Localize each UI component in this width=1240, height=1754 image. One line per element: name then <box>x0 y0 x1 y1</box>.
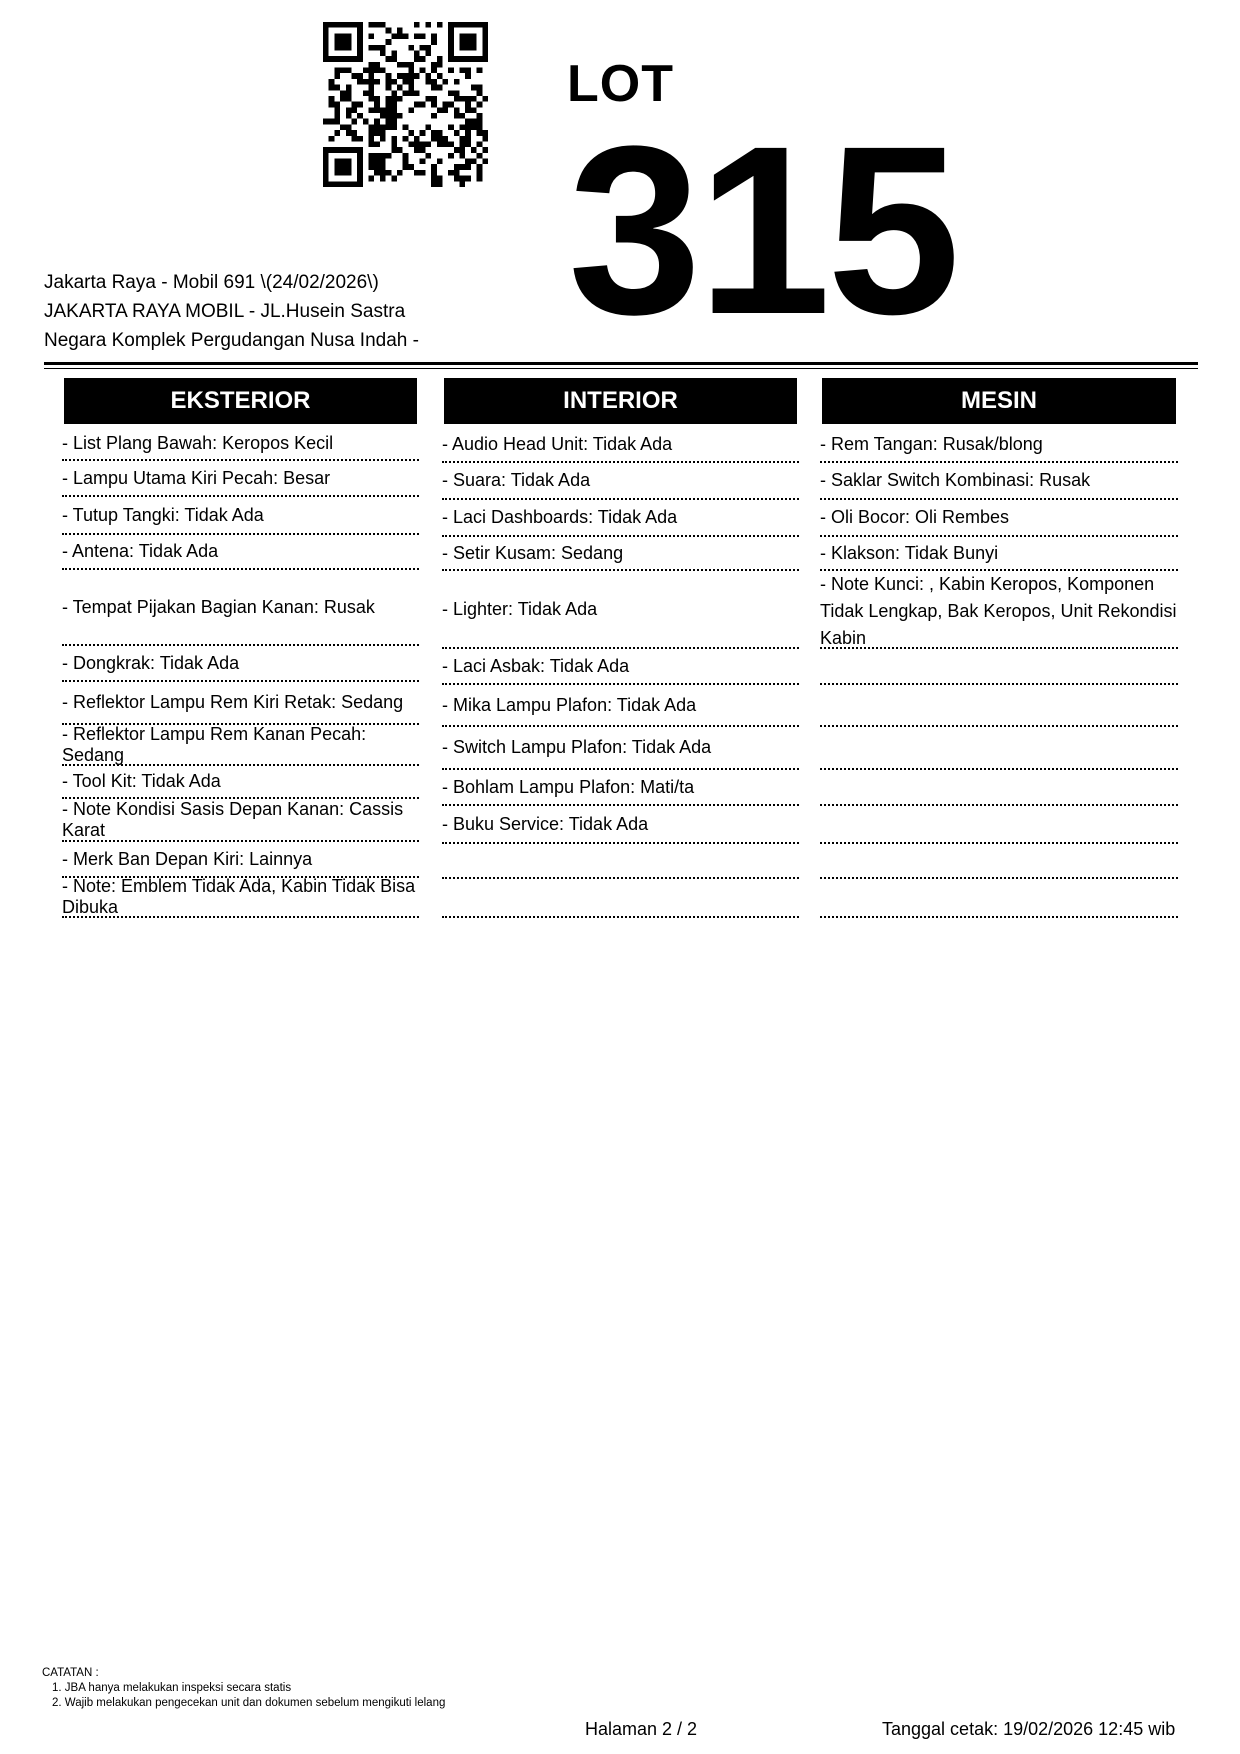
list-item: - Bohlam Lampu Plafon: Mati/ta <box>442 770 799 806</box>
list-item: - Saklar Switch Kombinasi: Rusak <box>820 463 1178 500</box>
auction-info <box>44 268 419 355</box>
list-item <box>820 844 1178 879</box>
list-item <box>442 879 799 918</box>
list-item <box>820 879 1178 918</box>
lot-number: 315 <box>568 96 957 364</box>
list-item: - Merk Ban Depan Kiri: Lainnya <box>62 842 419 878</box>
list-item <box>820 727 1178 770</box>
list-item: - Note: Emblem Tidak Ada, Kabin Tidak Bisa Dibuka <box>62 878 419 918</box>
mesin-header: MESIN <box>822 378 1176 424</box>
list-item: - Suara: Tidak Ada <box>442 463 799 500</box>
header-divider <box>44 362 1198 365</box>
list-item: - List Plang Bawah: Keropos Kecil <box>62 428 419 461</box>
auction-address-line1: JAKARTA RAYA MOBIL - JL.Husein Sastra <box>44 301 406 322</box>
auction-title: Jakarta Raya - Mobil 691 \(24/02/2026\) <box>44 272 379 293</box>
lot-label: LOT <box>567 55 674 113</box>
list-item: - Tutup Tangki: Tidak Ada <box>62 497 419 535</box>
interior-header: INTERIOR <box>444 378 797 424</box>
list-item <box>820 770 1178 806</box>
list-item: - Setir Kusam: Sedang <box>442 537 799 571</box>
list-item: - Note Kondisi Sasis Depan Kanan: Cassis Karat <box>62 799 419 842</box>
list-item: - Klakson: Tidak Bunyi <box>820 537 1178 571</box>
list-item: - Tool Kit: Tidak Ada <box>62 766 419 799</box>
list-item: - Reflektor Lampu Rem Kiri Retak: Sedang <box>62 682 419 725</box>
list-item <box>820 685 1178 727</box>
notes-section <box>42 1666 445 1711</box>
list-item: - Laci Asbak: Tidak Ada <box>442 649 799 685</box>
eksterior-header: EKSTERIOR <box>64 378 417 424</box>
list-item <box>442 844 799 879</box>
qr-code <box>323 22 488 187</box>
note-item: 1. JBA hanya melakukan inspeksi secara statis <box>52 1682 292 1694</box>
list-item: - Mika Lampu Plafon: Tidak Ada <box>442 685 799 727</box>
list-item: - Tempat Pijakan Bagian Kanan: Rusak <box>62 570 419 646</box>
auction-address-line2: Negara Komplek Pergudangan Nusa Indah - <box>44 330 419 351</box>
print-date: Tanggal cetak: 19/02/2026 12:45 wib <box>882 1719 1176 1739</box>
list-item: - Reflektor Lampu Rem Kanan Pecah: Sedang <box>62 725 419 766</box>
list-item <box>820 806 1178 844</box>
page-number: Halaman 2 / 2 <box>585 1719 698 1739</box>
list-item: - Laci Dashboards: Tidak Ada <box>442 500 799 537</box>
list-item: - Dongkrak: Tidak Ada <box>62 646 419 682</box>
list-item <box>820 649 1178 685</box>
note-item: 2. Wajib melakukan pengecekan unit dan dokumen sebelum mengikuti lelang <box>52 1697 446 1709</box>
list-item: - Audio Head Unit: Tidak Ada <box>442 428 799 463</box>
list-item: - Buku Service: Tidak Ada <box>442 806 799 844</box>
header-divider-thin <box>44 368 1198 369</box>
list-item: - Lampu Utama Kiri Pecah: Besar <box>62 461 419 497</box>
list-item: - Rem Tangan: Rusak/blong <box>820 428 1178 463</box>
list-item: - Switch Lampu Plafon: Tidak Ada <box>442 727 799 770</box>
list-item: - Lighter: Tidak Ada <box>442 571 799 649</box>
notes-title: CATATAN : <box>42 1667 99 1679</box>
list-item: - Oli Bocor: Oli Rembes <box>820 500 1178 537</box>
list-item: - Antena: Tidak Ada <box>62 535 419 570</box>
list-item: - Note Kunci: , Kabin Keropos, Komponen Tidak Lengkap, Bak Keropos, Unit Rekondisi Kabin <box>820 571 1178 649</box>
